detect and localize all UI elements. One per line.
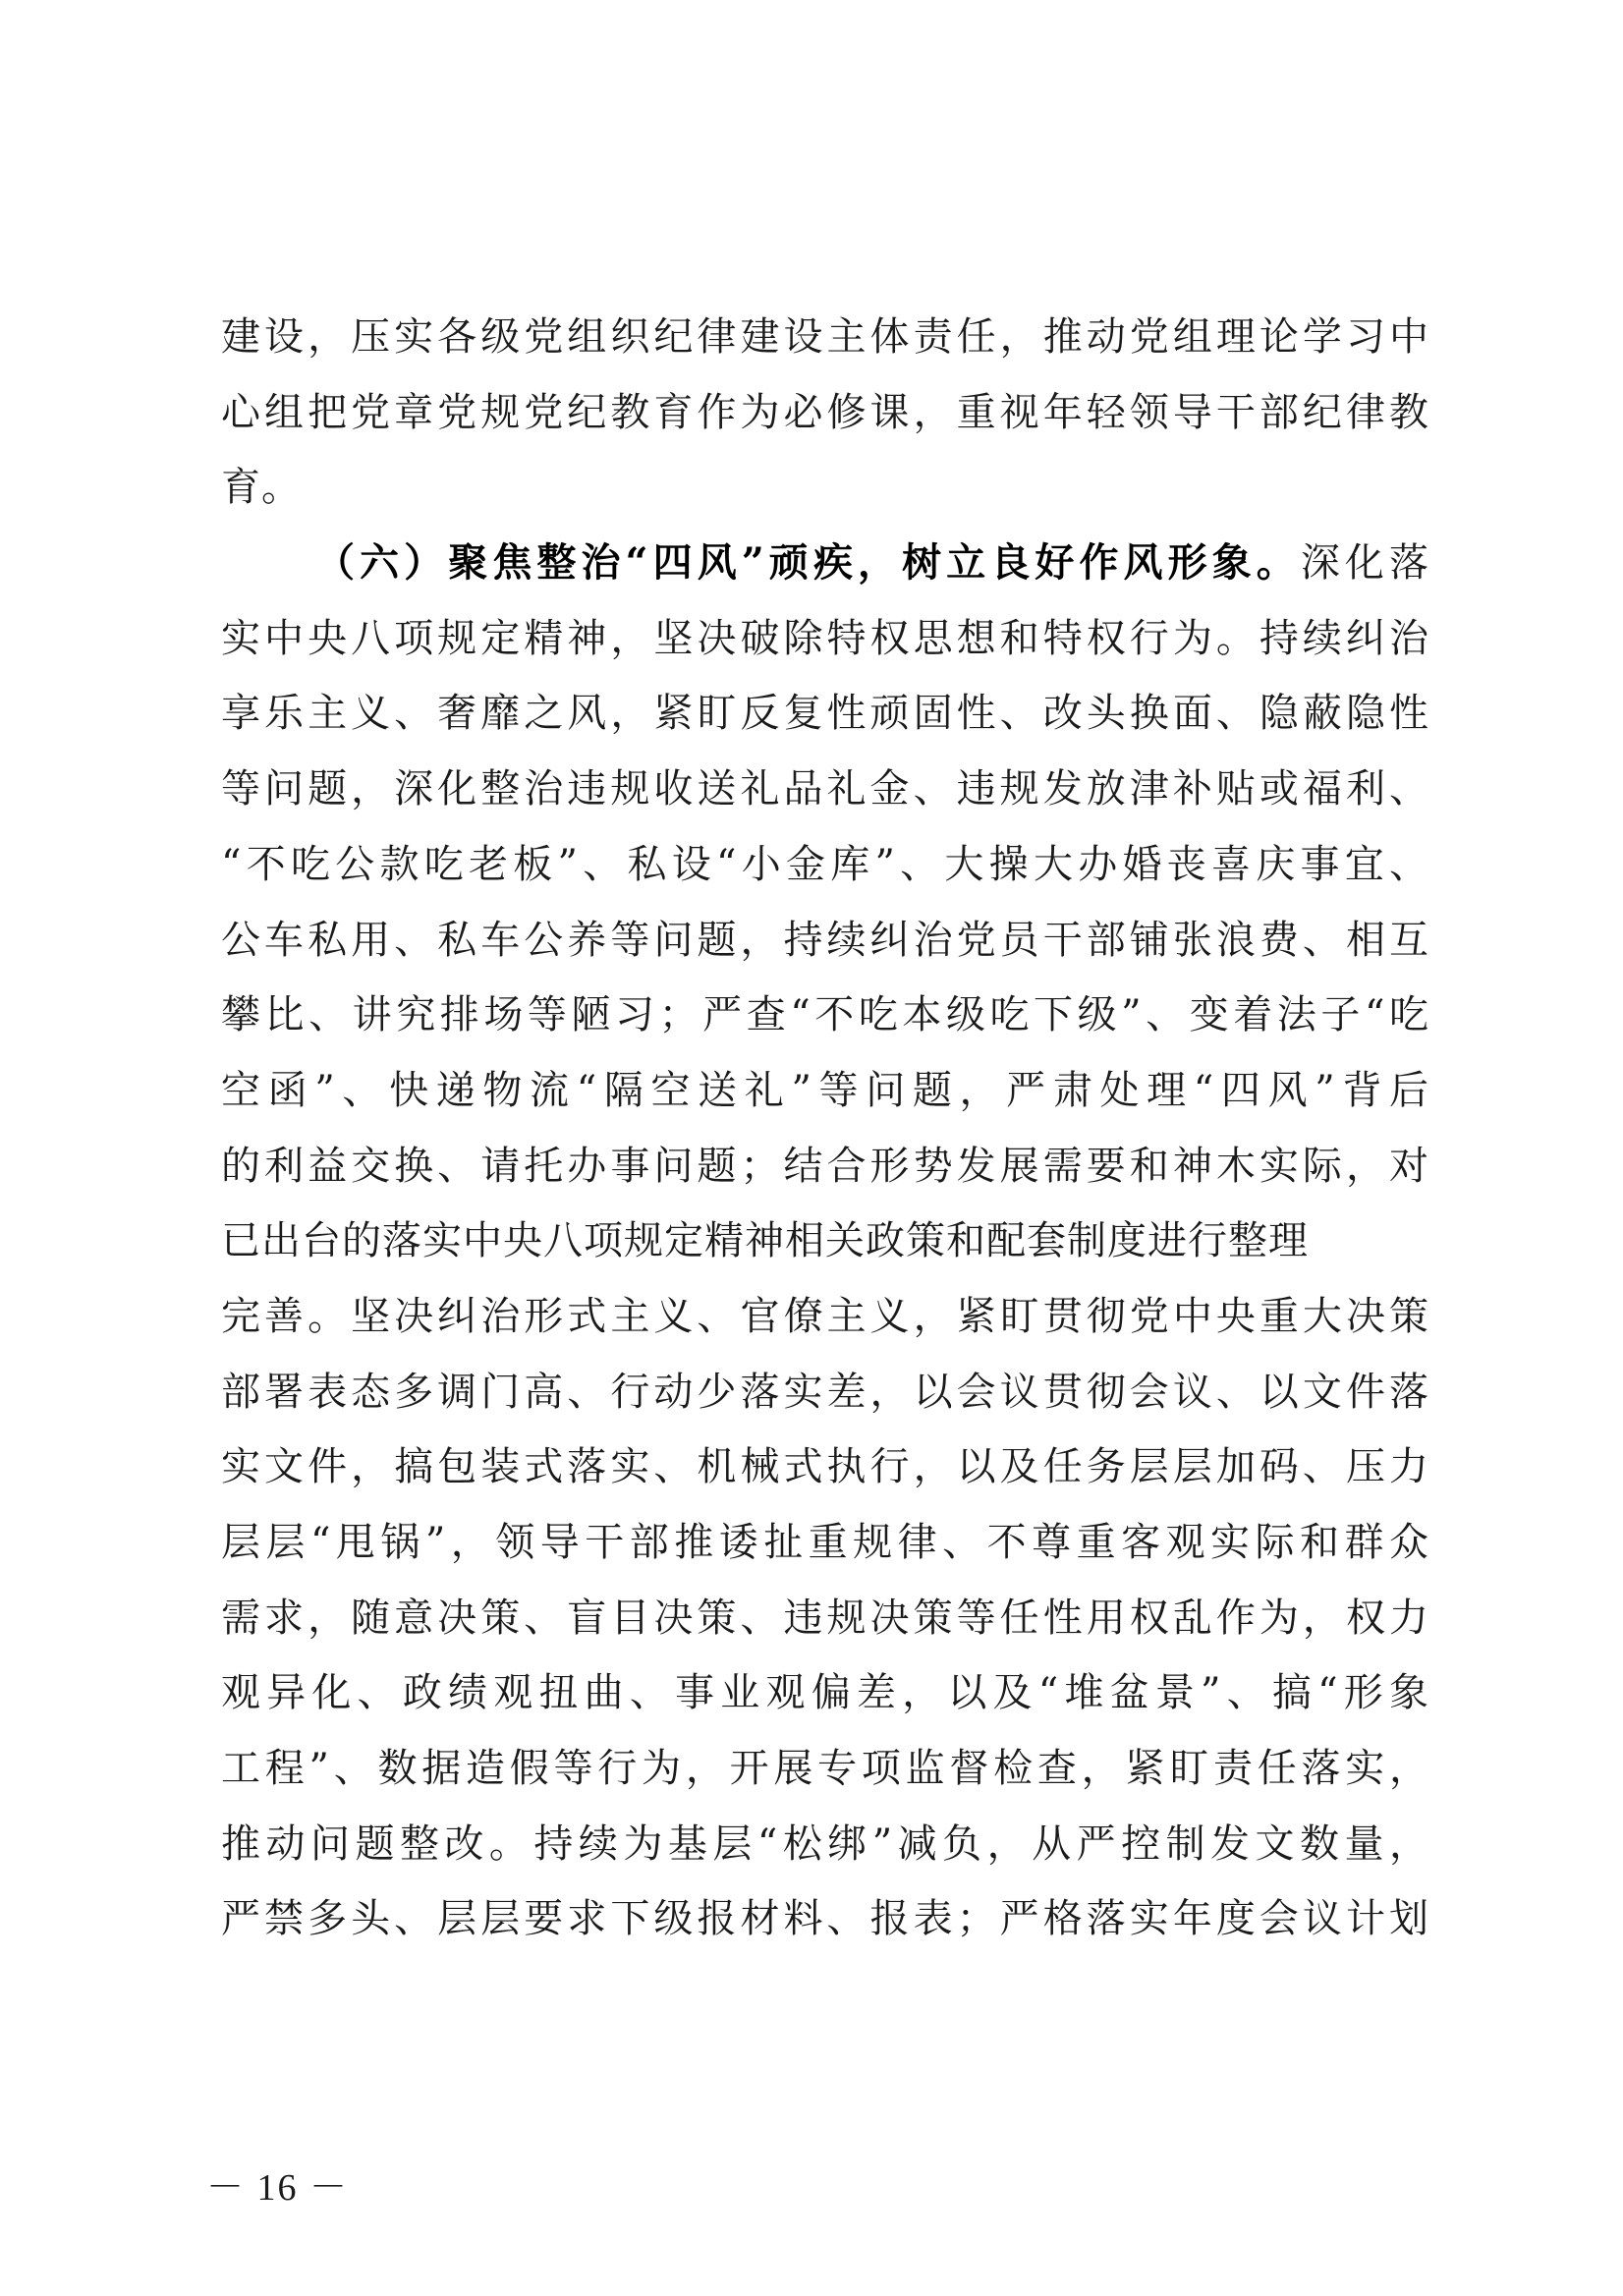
body-line: “不吃公款吃老板”、私设“小金库”、大操大办婚丧喜庆事宜、: [221, 841, 1429, 887]
page-number: － 16 －: [206, 2167, 350, 2209]
body-line: 层层“甩锅”，领导干部推诿扯重规律、不尊重客观实际和群众: [221, 1520, 1429, 1565]
body-line: 心组把党章党规党纪教育作为必修课，重视年轻领导干部纪律教: [221, 389, 1429, 435]
body-line: 的利益交换、请托办事问题；结合形势发展需要和神木实际，对: [221, 1143, 1429, 1189]
body-line: 观异化、政绩观扭曲、事业观偏差，以及“堆盆景”、搞“形象: [221, 1670, 1429, 1716]
body-line: 享乐主义、奢靡之风，紧盯反复性顽固性、改头换面、隐蔽隐性: [221, 691, 1429, 737]
body-line: 推动问题整改。持续为基层“松绑”减负，从严控制发文数量，: [221, 1820, 1429, 1867]
body-line: 实文件，搞包装式落实、机械式执行，以及任务层层加码、压力: [221, 1444, 1429, 1490]
body-line: 空函”、快递物流“隔空送礼”等问题，严肃处理“四风”背后: [221, 1067, 1429, 1113]
body-line: 公车私用、私车公养等问题，持续纠治党员干部铺张浪费、相互: [221, 917, 1429, 963]
body-line: 工程”、数据造假等行为，开展专项监督检查，紧盯责任落实，: [221, 1746, 1429, 1792]
section-heading: （六）聚焦整治“四风”顽疾，树立良好作风形象。: [315, 539, 1301, 587]
body-line: 部署表态多调门高、行动少落实差，以会议贯彻会议、以文件落: [221, 1369, 1429, 1415]
body-line: 严禁多头、层层要求下级报材料、报表；严格落实年度会议计划: [221, 1896, 1429, 1942]
section-heading-continuation: 深化落: [1300, 540, 1430, 587]
body-line: 育。: [221, 465, 302, 511]
body-line: 攀比、讲究排场等陋习；严查“不吃本级吃下级”、变着法子“吃: [221, 992, 1429, 1038]
body-line: 已出台的落实中央八项规定精神相关政策和配套制度进行整理: [221, 1218, 1309, 1264]
body-line: 完善。坚决纠治形式主义、官僚主义，紧盯贯彻党中央重大决策: [221, 1293, 1429, 1339]
section-heading-line: [221, 526, 1429, 601]
body-text: [221, 300, 1429, 1957]
body-line: 建设，压实各级党组织纪律建设主体责任，推动党组理论学习中: [221, 314, 1429, 360]
body-line: 实中央八项规定精神，坚决破除特权思想和特权行为。持续纠治: [221, 615, 1429, 661]
body-line: 等问题，深化整治违规收送礼品礼金、违规发放津补贴或福利、: [221, 766, 1429, 812]
body-line: 需求，随意决策、盲目决策、违规决策等任性用权乱作为，权力: [221, 1595, 1429, 1641]
